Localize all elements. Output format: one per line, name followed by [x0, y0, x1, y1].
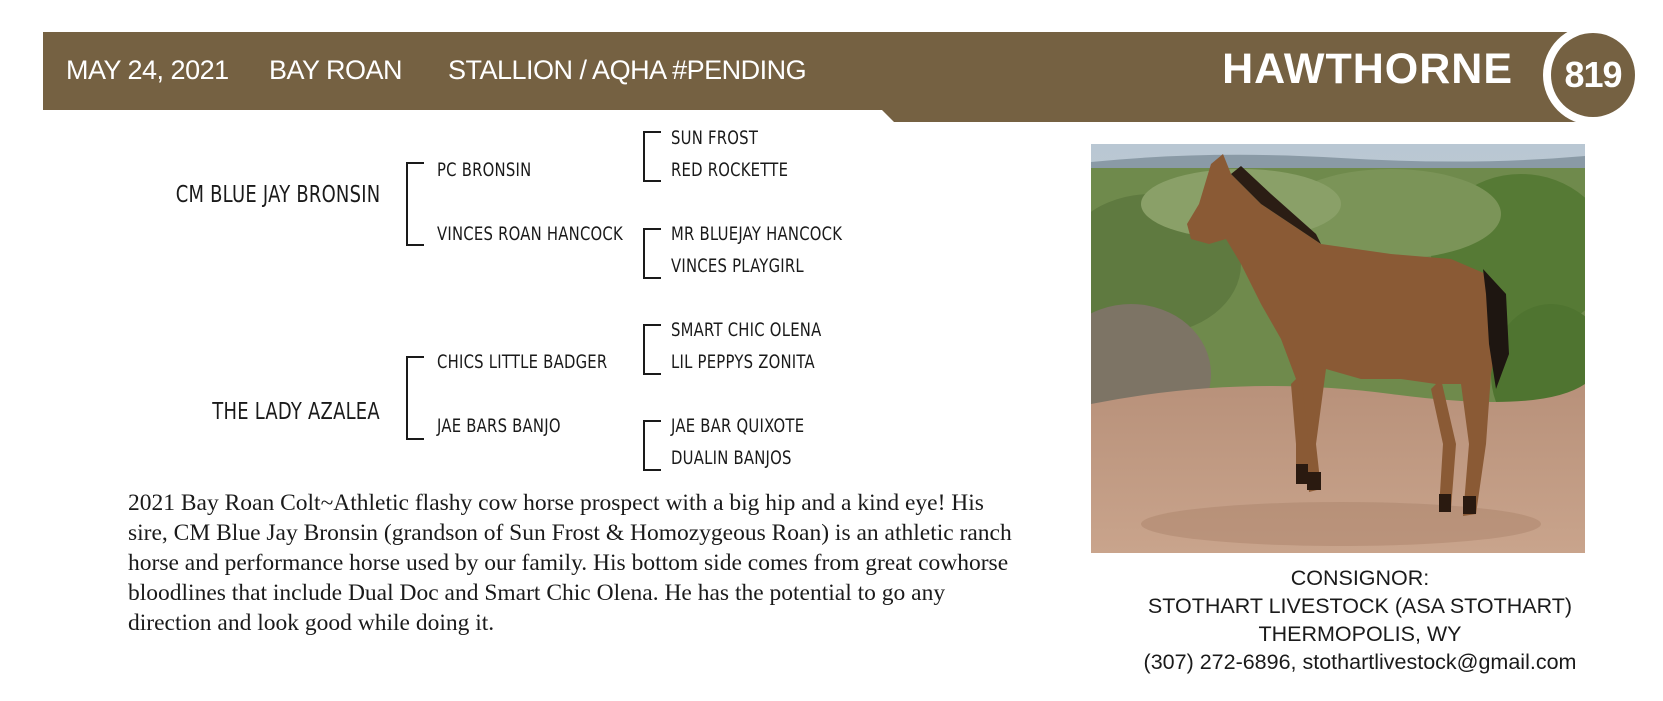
consignor-contact: (307) 272-6896, stothartlivestock@gmail.com — [1143, 650, 1577, 674]
dam-sire-dam-name: LIL PEPPYS ZONITA — [671, 351, 815, 373]
dam-sire-sire-name: SMART CHIC OLENA — [671, 319, 822, 341]
sire-dam-name: VINCES ROAN HANCOCK — [437, 223, 623, 245]
dam-dam-sire-name: JAE BAR QUIXOTE — [671, 415, 805, 437]
consignor-location: THERMOPOLIS, WY — [1258, 622, 1462, 646]
dam-dam-dam-name: DUALIN BANJOS — [671, 447, 792, 469]
dam-name: THE LADY AZALEA — [212, 399, 380, 425]
sex-registry: STALLION / AQHA #PENDING — [448, 55, 807, 85]
horse-name: HAWTHORNE — [1222, 45, 1513, 93]
sire-sire-name: PC BRONSIN — [437, 159, 532, 181]
header-bar-notch — [880, 108, 1580, 122]
dam-dam-bracket — [643, 420, 661, 471]
foal-date: MAY 24, 2021 — [66, 55, 229, 85]
sire-sire-dam-name: RED ROCKETTE — [671, 159, 789, 181]
dam-sire-bracket — [643, 324, 661, 375]
horse-photo — [1091, 144, 1585, 553]
lot-number: 819 — [1551, 33, 1635, 117]
sire-dam-sire-name: MR BLUEJAY HANCOCK — [671, 223, 843, 245]
sire-sire-bracket — [643, 131, 661, 182]
consignor-label: CONSIGNOR: — [1290, 566, 1430, 590]
consignor-name: STOTHART LIVESTOCK (ASA STOTHART) — [1147, 594, 1573, 618]
lot-badge — [1543, 25, 1643, 125]
sire-bracket — [406, 162, 424, 246]
sire-dam-bracket — [643, 228, 661, 279]
dam-dam-name: JAE BARS BANJO — [437, 415, 561, 437]
horse-description: 2021 Bay Roan Colt~Athletic flashy cow horse prospect with a big hip and a kind eye! His sire, CM Blue Jay Bronsin (grandson of Sun Frost & Homozygeous Roan) is an athletic ranch horse and performance horse used by our family. His bottom side comes from great cowhorse bloodlines that include Dual Doc and Smart Chic Olena. He has the potential to go any direction and look good while doing it. — [128, 490, 1012, 636]
dam-sire-name: CHICS LITTLE BADGER — [437, 351, 608, 373]
sire-name: CM BLUE JAY BRONSIN — [175, 182, 380, 208]
horse-color: BAY ROAN — [269, 55, 403, 85]
sire-dam-dam-name: VINCES PLAYGIRL — [671, 255, 804, 277]
sire-sire-sire-name: SUN FROST — [671, 127, 759, 149]
dam-bracket — [406, 356, 424, 440]
